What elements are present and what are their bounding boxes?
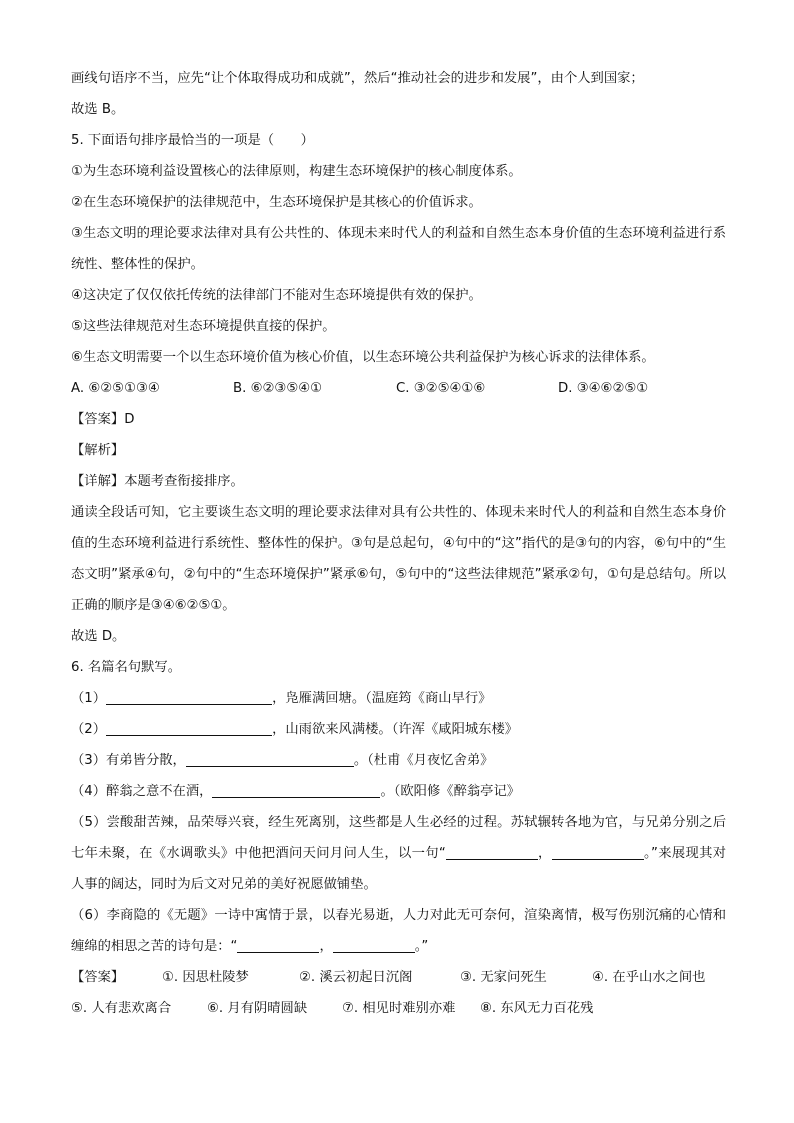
question-5-answer — [71, 404, 726, 435]
q6-answer-label: 【答案】 — [71, 970, 125, 985]
sentence-6: ⑥生态文明需要一个以生态环境价值为核心价值，以生态环境公共利益保护为核心诉求的法律体系。 — [71, 350, 655, 365]
answer-value: D — [124, 412, 135, 427]
q6-item-5-comma: ， — [537, 846, 552, 861]
q6-item-6-end: 。” — [414, 939, 429, 954]
prev-explanation-line: 画线句语序不当，应先“让个体取得成功和成就”，然后“推动社会的进步和发展”，由个人到国家； — [71, 71, 644, 86]
analysis-body: 通读全段话可知，它主要谈生态文明的理论要求法律对具有公共性的、体现未来时代人的利益和自然生态本身价值的生态环境利益进行系统性、整体性的保护。③句是总起句，④句中的“这”指代的是③句的内容，⑥句中的“生态文明”紧承④句，②句中的“生态环境保护”紧承⑥句，⑤句中的“这些法律规范”紧承②句，①句是总结句。所以正确的顺序是③④⑥②⑤①。 — [71, 505, 726, 613]
q6-answer-5: ⑤. 人有悲欢离合 — [71, 1001, 172, 1016]
q6-item-4-suffix: 。（欧阳修《醉翁亭记》 — [380, 784, 521, 799]
q6-answer-7: ⑦. 相见时难别亦难 — [342, 1001, 456, 1016]
option-b: B. ⑥②③⑤④① — [233, 381, 323, 396]
q6-answer-2: ②. 溪云初起日沉阁 — [299, 970, 413, 985]
q6-item-3-suffix: 。（杜甫《月夜忆舍弟》 — [353, 753, 494, 768]
sentence-4: ④这决定了仅仅依托传统的法律部门不能对生态环境提供有效的保护。 — [71, 288, 482, 303]
q6-item-1-suffix: ，凫雁满回塘。（温庭筠《商山早行》 — [272, 691, 492, 706]
sentence-2: ②在生态环境保护的法律规范中，生态环境保护是其核心的价值诉求。 — [71, 195, 482, 210]
question-6-stem: 6. 名篇名句默写。 — [71, 660, 181, 675]
q6-item-1 — [71, 683, 726, 714]
q6-item-4-prefix: （4）醉翁之意不在酒， — [71, 784, 213, 799]
q6-answer-1: ①. 因思杜陵梦 — [162, 970, 249, 985]
q6-item-4-blank[interactable] — [212, 780, 380, 798]
q6-item-6-blank-2[interactable] — [333, 935, 415, 953]
q6-item-3-prefix: （3）有弟皆分散， — [71, 753, 186, 768]
detail-line — [71, 466, 726, 497]
answer-label: 【答案】 — [71, 412, 125, 427]
analysis-label: 【解析】 — [71, 443, 125, 458]
sentence-1: ①为生态环境利益设置核心的法律原则，构建生态环境保护的核心制度体系。 — [71, 164, 522, 179]
analysis-conclusion: 故选 D。 — [71, 629, 126, 644]
option-d: D. ③④⑥②⑤① — [558, 381, 649, 396]
q6-item-2-prefix: （2） — [71, 722, 107, 737]
q6-item-2-suffix: ，山雨欲来风满楼。（许浑《咸阳城东楼》 — [272, 722, 519, 737]
q6-item-3-blank[interactable] — [186, 749, 354, 767]
q6-answer-4: ④. 在乎山水之间也 — [592, 970, 706, 985]
q6-item-6 — [71, 900, 726, 962]
q6-item-1-prefix: （1） — [71, 691, 107, 706]
q6-item-5-blank-1[interactable] — [446, 842, 538, 860]
q6-item-4 — [71, 776, 726, 807]
q6-item-1-blank[interactable] — [106, 687, 272, 705]
q6-item-5-blank-2[interactable] — [552, 842, 644, 860]
sentence-5: ⑤这些法律规范对生态环境提供直接的保护。 — [71, 319, 336, 334]
document-page — [71, 63, 726, 1024]
q6-answer-8: ⑧. 东风无力百花残 — [480, 1001, 594, 1016]
q6-item-5-end: 。”来展现其对人事的阔达，同时为后文对兄弟的美好祝愿做铺垫。 — [71, 846, 726, 892]
q6-item-6-text: （6）李商隐的《无题》一诗中寓情于景，以春光易逝，人力对此无可奈何，渲染离情，极写伤别沉痛的心情和缠绵的相思之苦的诗句是：“ — [71, 908, 726, 954]
q6-item-3 — [71, 745, 726, 776]
detail-text: 本题考查衔接排序。 — [124, 474, 244, 489]
option-a: A. ⑥②⑤①③④ — [71, 381, 160, 396]
q6-answer-3: ③. 无家问死生 — [460, 970, 547, 985]
q6-item-5 — [71, 807, 726, 900]
option-c: C. ③②⑤④①⑥ — [396, 381, 486, 396]
q6-answer-row-1 — [71, 962, 726, 993]
prev-conclusion-line: 故选 B。 — [71, 102, 125, 117]
q6-item-2 — [71, 714, 726, 745]
q6-item-6-blank-1[interactable] — [237, 935, 319, 953]
detail-label: 【详解】 — [71, 474, 125, 489]
question-5-stem: 5. 下面语句排序最恰当的一项是（ ） — [71, 133, 314, 148]
q6-answer-6: ⑥. 月有阴晴圆缺 — [207, 1001, 308, 1016]
q6-item-5-text: （5）尝酸甜苦辣，品荣辱兴衰，经生死离别，这些都是人生必经的过程。苏轼辗转各地为官，与兄弟分别之后七年未聚，在《水调歌头》中他把酒问天问月问人生，以一句“ — [71, 815, 726, 861]
question-5-options — [71, 373, 726, 404]
q6-item-6-comma: ， — [319, 939, 333, 954]
q6-answer-row-2 — [71, 993, 726, 1024]
sentence-3: ③生态文明的理论要求法律对具有公共性的、体现未来时代人的利益和自然生态本身价值的生态环境利益进行系统性、整体性的保护。 — [71, 226, 726, 272]
q6-item-2-blank[interactable] — [106, 718, 272, 736]
